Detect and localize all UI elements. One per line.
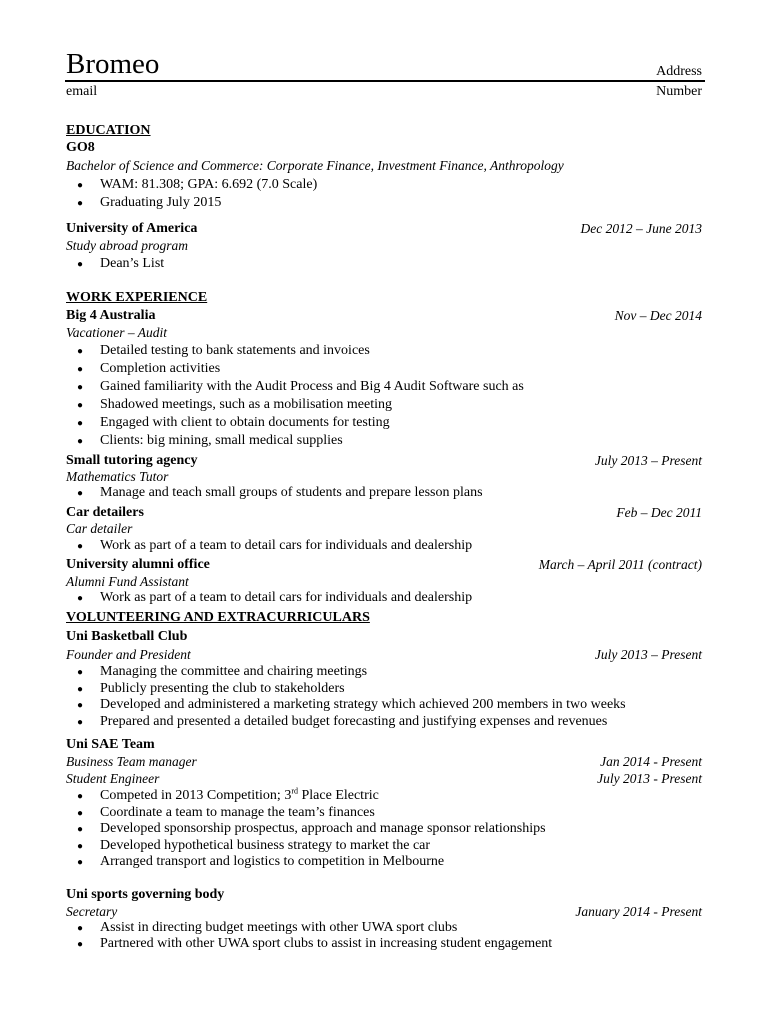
bullet: ●: [77, 717, 84, 728]
list-item: Developed hypothetical business strategy to market the car: [100, 838, 431, 853]
bullet: ●: [77, 180, 84, 191]
job-title: Vacationer – Audit: [66, 325, 167, 340]
date-range: Jan 2014 - Present: [600, 754, 702, 769]
list-item: Work as part of a team to detail cars for individuals and dealership: [100, 590, 473, 605]
bullet: ●: [77, 418, 84, 429]
section-heading-education: EDUCATION: [66, 123, 151, 138]
bullet: ●: [77, 593, 84, 604]
list-item: Publicly presenting the club to stakeholders: [100, 681, 345, 696]
date-range: July 2013 – Present: [594, 453, 702, 468]
bullet: ●: [77, 364, 84, 375]
list-item: Completion activities: [100, 361, 221, 376]
date-range: Nov – Dec 2014: [614, 308, 702, 323]
address: Address: [656, 64, 702, 79]
bullet: ●: [77, 857, 84, 868]
list-item: Work as part of a team to detail cars for individuals and dealership: [100, 538, 473, 553]
bullet: ●: [77, 346, 84, 357]
bullet: ●: [77, 824, 84, 835]
date-range: Feb – Dec 2011: [616, 505, 702, 520]
list-item: Competed in 2013 Competition; 3rd Place Electric: [100, 786, 379, 803]
list-item: Dean’s List: [100, 256, 165, 271]
list-item: Prepared and presented a detailed budget forecasting and justifying expenses and revenues: [100, 714, 608, 729]
list-item: Detailed testing to bank statements and invoices: [100, 343, 370, 358]
bullet: ●: [77, 488, 84, 499]
list-item: Developed sponsorship prospectus, approach and manage sponsor relationships: [100, 821, 546, 836]
list-item: Partnered with other UWA sport clubs to assist in increasing student engagement: [100, 936, 553, 951]
list-item: Coordinate a team to manage the team’s finances: [100, 805, 375, 820]
list-item: Clients: big mining, small medical supplies: [100, 433, 343, 448]
bullet: ●: [77, 667, 84, 678]
bullet: ●: [77, 791, 84, 802]
list-item: Assist in directing budget meetings with other UWA sport clubs: [100, 920, 458, 935]
list-item: Engaged with client to obtain documents for testing: [100, 415, 390, 430]
employer-name: Small tutoring agency: [66, 453, 198, 468]
job-title: Mathematics Tutor: [66, 469, 169, 484]
list-item: Shadowed meetings, such as a mobilisation meeting: [100, 397, 393, 412]
role-title: Student Engineer: [66, 771, 160, 786]
bullet: ●: [77, 198, 84, 209]
candidate-name: Bromeo: [66, 48, 160, 80]
date-range: July 2013 - Present: [597, 771, 702, 786]
bullet: ●: [77, 684, 84, 695]
bullet: ●: [77, 382, 84, 393]
bullet: ●: [77, 841, 84, 852]
list-item: Developed and administered a marketing strategy which achieved 200 members in two weeks: [100, 697, 626, 712]
employer-name: Big 4 Australia: [66, 308, 156, 323]
section-heading-work: WORK EXPERIENCE: [66, 290, 208, 305]
institution-name: University of America: [66, 221, 198, 236]
bullet: ●: [77, 259, 84, 270]
list-item: Graduating July 2015: [100, 195, 222, 210]
job-title: Alumni Fund Assistant: [66, 574, 189, 589]
phone-number: Number: [656, 84, 702, 99]
list-item: Gained familiarity with the Audit Process and Big 4 Audit Software such as: [100, 379, 524, 394]
job-title: Car detailer: [66, 521, 133, 536]
bullet: ●: [77, 700, 84, 711]
bullet: ●: [77, 923, 84, 934]
list-item: Manage and teach small groups of students and prepare lesson plans: [100, 485, 483, 500]
bullet: ●: [77, 939, 84, 950]
list-item: WAM: 81.308; GPA: 6.692 (7.0 Scale): [100, 177, 318, 192]
header-rule: [65, 80, 705, 82]
employer-name: Car detailers: [66, 505, 144, 520]
list-item: Managing the committee and chairing meetings: [100, 664, 368, 679]
bullet: ●: [77, 436, 84, 447]
organisation-name: Uni sports governing body: [66, 887, 225, 902]
date-range: July 2013 – Present: [594, 647, 702, 662]
date-range: Dec 2012 – June 2013: [580, 221, 702, 236]
employer-name: University alumni office: [66, 557, 210, 572]
bullet: ●: [77, 808, 84, 819]
bullet: ●: [77, 541, 84, 552]
role-title: Secretary: [66, 904, 118, 919]
date-range: January 2014 - Present: [575, 904, 702, 919]
institution-name: GO8: [66, 140, 95, 155]
role-title: Founder and President: [66, 647, 191, 662]
role-title: Business Team manager: [66, 754, 197, 769]
date-range: March – April 2011 (contract): [538, 557, 702, 572]
organisation-name: Uni SAE Team: [66, 737, 155, 752]
bullet: ●: [77, 400, 84, 411]
organisation-name: Uni Basketball Club: [66, 629, 188, 644]
degree: Bachelor of Science and Commerce: Corporate Finance, Investment Finance, Anthropology: [66, 158, 564, 173]
section-heading-volunteering: VOLUNTEERING AND EXTRACURRICULARS: [66, 610, 370, 625]
program: Study abroad program: [66, 238, 189, 253]
list-item: Arranged transport and logistics to competition in Melbourne: [100, 854, 445, 869]
email: email: [66, 84, 98, 99]
